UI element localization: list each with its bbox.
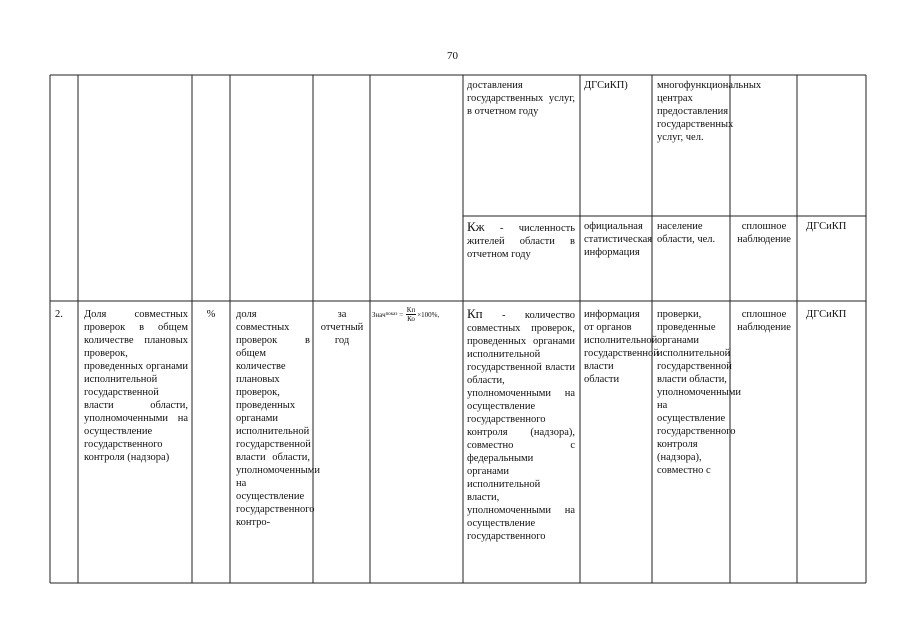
formula-denominator: Ко <box>407 315 415 323</box>
joint-checks-description: - количество совместных проверок, проведенных органами исполнительной государственной власти области, уполномоченными на осуществление государственного контроля (надзора), совместно с федеральными органами исполнительной власти, уполномоченными на осуществление государственного <box>467 310 576 542</box>
formula-tail: ×100%, <box>417 310 440 319</box>
population-method: сплошное наблюдение <box>737 221 791 245</box>
page-number: 70 <box>447 50 458 62</box>
indicator-unit: % <box>206 309 216 320</box>
calculation-formula: Знач показ = $\frac{Кп}{Ко}$ ×100%, <box>372 306 440 323</box>
indicator-period: за отчетный год <box>320 309 364 346</box>
formula-fraction <box>406 306 416 323</box>
population-basis: население области, чел. <box>657 221 716 245</box>
top-row-source: ДГСиКП) <box>584 80 628 91</box>
formula-subscript: показ <box>385 312 398 317</box>
population-symbol: Кж <box>467 219 485 234</box>
formula-numerator: Кп <box>406 306 416 314</box>
top-row-indicator-text: доставления государственных услуг, в отчетном году <box>467 80 575 117</box>
formula-lhs: Знач <box>372 310 386 319</box>
joint-checks-symbol: Кп <box>467 306 483 321</box>
joint-checks-responsible: ДГСиКП <box>806 309 847 320</box>
indicator-definition: доля совместных проверок в общем количестве плановых проверок, проведенных органами исполнительной государственной власти области, уполномоченными на осуществление государственного контро- <box>236 309 321 528</box>
population-source: официальная статистическая информация <box>584 221 653 258</box>
joint-checks-basis: проверки, проведенные органами исполнительной государственной власти области, уполномоченными на осуществление государственного контроля (надзора), совместно с <box>657 309 742 476</box>
joint-checks-method: сплошное наблюдение <box>737 309 791 333</box>
indicator-name: Доля совместных проверок в общем количестве плановых проверок, проведенных органами исполнительной государственной власти области, уполномоченными на осуществление государственного контроля (надзора) <box>84 309 188 463</box>
population-indicator <box>467 220 575 261</box>
row-number: 2. <box>55 309 63 320</box>
top-row-basis: многофункциональных центрах предоставления государственных услуг, чел. <box>657 80 762 143</box>
population-description: - численность жителей области в отчетном году <box>467 223 575 260</box>
joint-checks-indicator <box>467 307 575 543</box>
joint-checks-source: информация от органов исполнительной государственной власти области <box>584 309 659 385</box>
population-responsible: ДГСиКП <box>806 221 847 232</box>
